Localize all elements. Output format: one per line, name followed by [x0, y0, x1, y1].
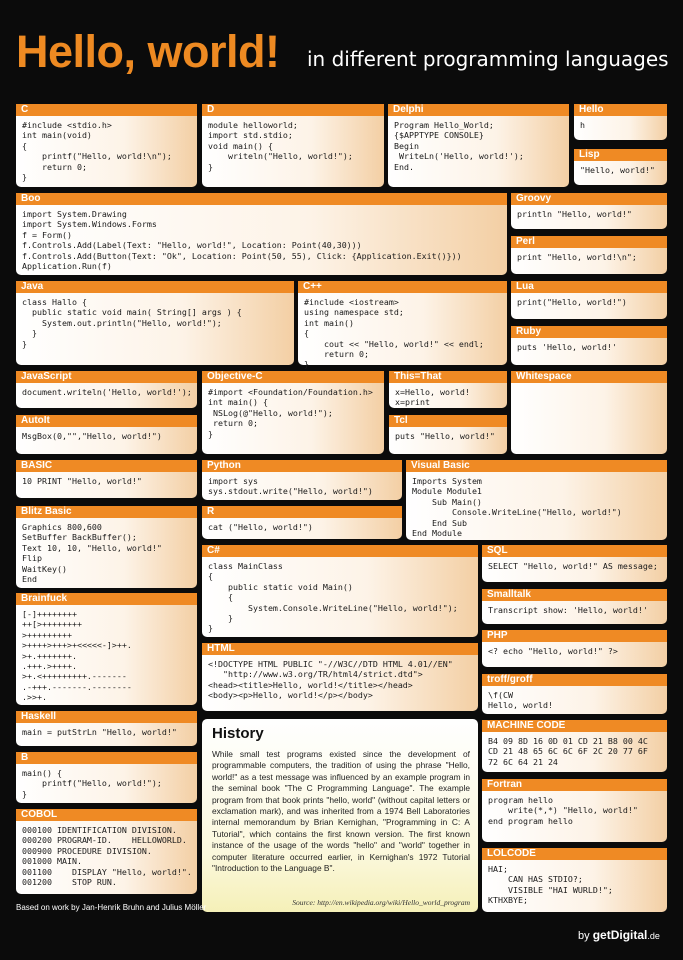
- box-boo: [16, 193, 507, 275]
- box-autoit: [16, 415, 197, 454]
- box-header: Tcl: [389, 415, 507, 427]
- box-c: [16, 104, 197, 187]
- box-javascript: [16, 371, 197, 408]
- box-header: Whitespace: [511, 371, 667, 383]
- box-r: [202, 506, 402, 539]
- page-subtitle: in different programming languages: [307, 47, 669, 71]
- box-lolcode: [482, 848, 667, 912]
- box-code: main() { printf("Hello, world!"); }: [22, 768, 162, 799]
- brand-name: getDigital: [592, 928, 648, 942]
- box-header: Haskell: [16, 711, 197, 723]
- box-header: Fortran: [482, 779, 667, 791]
- box-code: class Hallo { public static void main( String[] args ) { System.out.println("Hello, world!"); } }: [22, 297, 242, 349]
- box-code: Program Hello_World; {$APPTYPE CONSOLE} Begin WriteLn('Hello, world!'); End.: [394, 120, 524, 172]
- box-code: print("Hello, world!"): [517, 297, 627, 307]
- box-header: Lisp: [574, 149, 667, 161]
- box-header: C: [16, 104, 197, 116]
- box-header: Groovy: [511, 193, 667, 205]
- box-cobol: [16, 809, 197, 894]
- box-code: Imports System Module Module1 Sub Main() Console.WriteLine("Hello, world!") End Sub End Module: [412, 476, 622, 539]
- box-code: class MainClass { public static void Main() { System.Console.WriteLine("Hello, world!"); } }: [208, 561, 458, 634]
- box-code: "Hello, world!": [580, 165, 655, 175]
- box-code: import sys sys.stdout.write("Hello, world!"): [208, 476, 373, 497]
- box-smalltalk: [482, 589, 667, 624]
- box-code: main = putStrLn "Hello, world!": [22, 727, 177, 737]
- box-header: Perl: [511, 236, 667, 248]
- brand-prefix: by: [578, 930, 593, 942]
- box-header: PHP: [482, 630, 667, 642]
- box-blitz-basic: [16, 506, 197, 588]
- box-header: B: [16, 752, 197, 764]
- box-header: D: [202, 104, 384, 116]
- brand-suffix: .de: [647, 931, 660, 941]
- box-brainfuck: [16, 593, 197, 705]
- box-header: troff/groff: [482, 674, 667, 686]
- box-header: LOLCODE: [482, 848, 667, 860]
- box-code: #include <iostream> using namespace std; int main() { cout << "Hello, world!" << endl; return 0; }: [304, 297, 484, 370]
- box-code: puts "Hello, world!": [395, 431, 495, 441]
- box-header: This=That: [389, 371, 507, 383]
- box-this-that: [389, 371, 507, 408]
- history-panel: [202, 719, 478, 912]
- box-code: program hello write(*,*) "Hello, world!" end program hello: [488, 795, 638, 826]
- box-header: BASIC: [16, 460, 197, 472]
- box-code: #include <stdio.h> int main(void) { printf("Hello, world!\n"); return 0; }: [22, 120, 172, 183]
- box-header: AutoIt: [16, 415, 197, 427]
- box-hello: [574, 104, 667, 140]
- history-body: While small test programs existed since the development of programmable computers, the tradition of using the phrase "Hello, world!" as a test message was influenced by an example program in the seminal book "The C Programming Language". The example program from that book prints "hello, world" (without capital letters or exclamation mark), and was inherited from a 1974 Bell Laboratories internal memorandum by Brian Kernighan, "Programming in C: A Tutorial", which contains the first known version. The first known instance of the usage of the words "hello" and "world" together in computer literature occurred earlier, in Kernighan's 1972 Tutorial "Introduction to the Language B".: [212, 749, 470, 874]
- box-code: MsgBox(0,"","Hello, world!"): [22, 431, 162, 441]
- box-code: document.writeln('Hello, world!');: [22, 387, 192, 397]
- box-code: module helloworld; import std.stdio; void main() { writeln("Hello, world!"); }: [208, 120, 353, 172]
- box-code: #import <Foundation/Foundation.h> int main() { NSLog(@"Hello, world!"); return 0; }: [208, 387, 373, 439]
- box-ruby: [511, 326, 667, 365]
- box-header: Ruby: [511, 326, 667, 338]
- box-code: 10 PRINT "Hello, world!": [22, 476, 142, 486]
- box-header: Hello: [574, 104, 667, 116]
- box-code: print "Hello, world!\n";: [517, 252, 637, 262]
- history-title: History: [212, 725, 264, 742]
- history-source: Source: http://en.wikipedia.org/wiki/Hello_world_program: [292, 898, 470, 907]
- box-header: Boo: [16, 193, 507, 205]
- box-header: Blitz Basic: [16, 506, 197, 518]
- box-visual-basic: [406, 460, 667, 540]
- box-code: Graphics 800,600 SetBuffer BackBuffer(); Text 10, 10, "Hello, world!" Flip WaitKey() End: [22, 522, 162, 585]
- box-header: Objective-C: [202, 371, 384, 383]
- box-b: [16, 752, 197, 803]
- box-header: Brainfuck: [16, 593, 197, 605]
- box-code: 000100 IDENTIFICATION DIVISION. 000200 PROGRAM-ID. HELLOWORLD. 000900 PROCEDURE DIVISION. 001000 MAIN. 001100 DISPLAY "Hello, world!". 001200 STOP RUN.: [22, 825, 192, 888]
- box-header: Lua: [511, 281, 667, 293]
- brand-logo: [578, 928, 660, 942]
- box-code: h: [580, 120, 585, 130]
- box-perl: [511, 236, 667, 274]
- box-code: HAI; CAN HAS STDIO?; VISIBLE "HAI WURLD!"; KTHXBYE;: [488, 864, 613, 906]
- box-code: <!DOCTYPE HTML PUBLIC "-//W3C//DTD HTML 4.01//EN" "http://www.w3.org/TR/html4/strict.dtd"> <head><title>Hello, world!</title></head> <body><p>Hello, world!</p></body>: [208, 659, 453, 701]
- box-code: B4 09 8D 16 0D 01 CD 21 B8 00 4C CD 21 48 65 6C 6C 6F 2C 20 77 6F 72 6C 64 21 24: [488, 736, 648, 767]
- box-basic: [16, 460, 197, 498]
- box-code: \f(CW Hello, world!: [488, 690, 553, 711]
- box-header: SQL: [482, 545, 667, 557]
- box-code: SELECT "Hello, world!" AS message;: [488, 561, 658, 571]
- box-header: Smalltalk: [482, 589, 667, 601]
- box-code: cat ("Hello, world!"): [208, 522, 313, 532]
- box-cpp: [298, 281, 507, 370]
- box-sql: [482, 545, 667, 582]
- box-whitespace: [511, 371, 667, 454]
- box-lua: [511, 281, 667, 319]
- box-delphi: [388, 104, 569, 187]
- box-code: Transcript show: 'Hello, world!': [488, 605, 648, 615]
- box-header: Delphi: [388, 104, 569, 116]
- box-csharp: [202, 545, 478, 637]
- box-code: <? echo "Hello, world!" ?>: [488, 646, 618, 656]
- box-header: MACHINE CODE: [482, 720, 667, 732]
- box-header: Java: [16, 281, 294, 293]
- box-header: COBOL: [16, 809, 197, 821]
- box-header: HTML: [202, 643, 478, 655]
- box-python: [202, 460, 402, 500]
- box-header: JavaScript: [16, 371, 197, 383]
- box-header: C#: [202, 545, 478, 557]
- page-title: Hello, world!: [16, 26, 280, 77]
- credit-text: Based on work by Jan-Henrik Bruhn and Julius Möller: [16, 903, 207, 912]
- box-machine-code: [482, 720, 667, 772]
- box-code: [-]++++++++ ++[>++++++++ >+++++++++ >++++>+++>+<<<<<-]>++. >+.+++++++. .+++.>++++. >+.<+++++++++.------- .-+++.-------.-------- .>>+.: [22, 609, 132, 703]
- box-groovy: [511, 193, 667, 229]
- box-code: x=Hello, world! x=print: [395, 387, 470, 408]
- box-html: [202, 643, 478, 711]
- box-code: [517, 387, 663, 452]
- box-lisp: [574, 149, 667, 185]
- box-php: [482, 630, 667, 667]
- box-fortran: [482, 779, 667, 842]
- box-code: puts 'Hello, world!': [517, 342, 617, 352]
- box-header: C++: [298, 281, 507, 293]
- box-header: R: [202, 506, 402, 518]
- box-header: Visual Basic: [406, 460, 667, 472]
- box-tcl: [389, 415, 507, 454]
- box-haskell: [16, 711, 197, 746]
- box-java: [16, 281, 294, 365]
- box-code: import System.Drawing import System.Windows.Forms f = Form() f.Controls.Add(Label(Text: "Hello, world!", Location: Point(40,30))) f.Controls.Add(Button(Text: "Ok", Location: Point(50, 55), Click: {Application.Exit()})) Application.Run(f): [22, 209, 462, 272]
- box-header: Python: [202, 460, 402, 472]
- box-code: println "Hello, world!": [517, 209, 632, 219]
- box-d: [202, 104, 384, 187]
- box-objective-c: [202, 371, 384, 454]
- box-troff-groff: [482, 674, 667, 714]
